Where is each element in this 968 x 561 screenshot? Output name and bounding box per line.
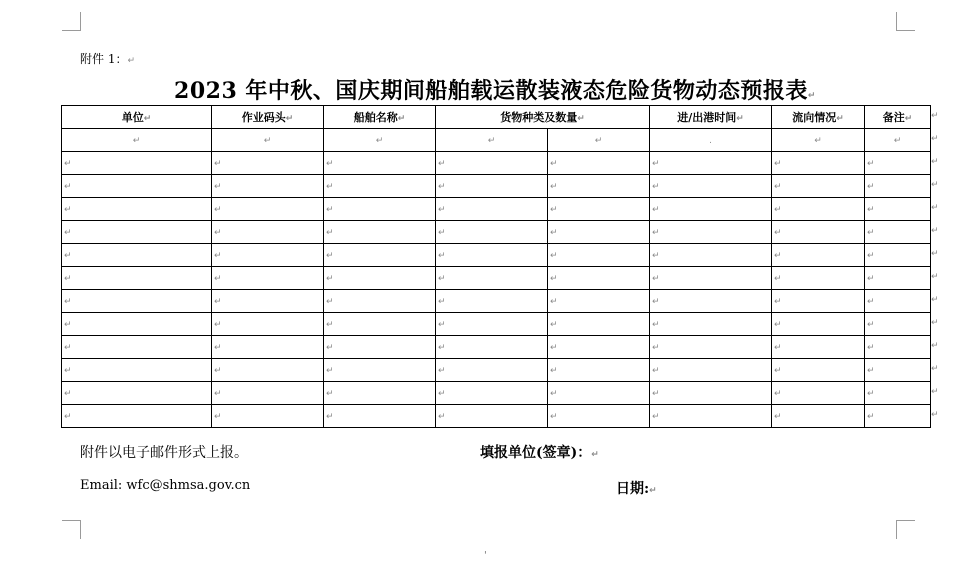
table-cell[interactable]: ↵ [772, 152, 865, 175]
table-cell[interactable]: ↵ [650, 175, 772, 198]
row-end-mark: ↵ [931, 318, 939, 328]
table-row [62, 405, 931, 428]
row-end-mark: ↵ [931, 341, 939, 351]
table-row [62, 175, 931, 198]
table-cell[interactable]: ↵ [212, 198, 324, 221]
table-header-row [62, 106, 931, 129]
table-cell[interactable]: ↵ [436, 152, 548, 175]
table-cell[interactable]: ↵ [212, 336, 324, 359]
table-cell[interactable]: ↵ [324, 244, 436, 267]
table-cell[interactable]: ↵ [436, 313, 548, 336]
table-cell[interactable]: ↵ [650, 359, 772, 382]
table-cell[interactable]: ↵ [772, 382, 865, 405]
header-cargo[interactable]: 货物种类及数量↵ [436, 106, 650, 129]
table-cell[interactable]: ↵ [650, 336, 772, 359]
footer-note-text: 附件以电子邮件形式上报。 [80, 445, 248, 461]
table-cell[interactable]: ↵ [62, 129, 212, 152]
table-row [62, 313, 931, 336]
table-cell[interactable]: ↵ [212, 290, 324, 313]
table-cell[interactable]: ↵ [650, 405, 772, 428]
table-row [62, 267, 931, 290]
paragraph-mark: ↵ [127, 56, 135, 66]
table-cell[interactable]: ↵ [212, 152, 324, 175]
header-flow[interactable]: 流向情况↵ [772, 106, 865, 129]
table-cell[interactable]: ↵ [62, 313, 212, 336]
table-cell[interactable]: ↵ [62, 221, 212, 244]
table-cell[interactable]: ↵ [212, 313, 324, 336]
table-cell[interactable]: ↵ [436, 267, 548, 290]
table-cell[interactable]: ↵ [548, 359, 650, 382]
table-cell[interactable]: ↵ [62, 336, 212, 359]
table-cell[interactable]: . [650, 129, 772, 152]
paragraph-mark: ↵ [807, 91, 816, 101]
table-cell[interactable]: ↵ [324, 359, 436, 382]
table-cell[interactable]: ↵ [436, 129, 548, 152]
table-cell[interactable]: ↵ [212, 405, 324, 428]
table-cell[interactable]: ↵ [650, 313, 772, 336]
table-cell[interactable]: ↵ [548, 175, 650, 198]
table-cell[interactable]: ↵ [324, 175, 436, 198]
header-port-time[interactable]: 进/出港时间↵ [650, 106, 772, 129]
table-cell[interactable]: ↵ [772, 221, 865, 244]
row-end-mark: ↵ [931, 295, 939, 305]
row-end-mark: ↵ [931, 364, 939, 374]
table-cell[interactable]: ↵ [772, 129, 865, 152]
table-cell[interactable]: ↵ [865, 336, 931, 359]
header-remark[interactable]: 备注↵ [865, 106, 931, 129]
table-cell[interactable]: ↵ [548, 405, 650, 428]
table-cell[interactable]: ↵ [62, 198, 212, 221]
table-cell[interactable]: ↵ [212, 359, 324, 382]
table-cell[interactable]: ↵ [436, 244, 548, 267]
footer-email[interactable] [80, 478, 250, 493]
row-end-mark: ↵ [931, 180, 939, 190]
table-cell[interactable]: ↵ [62, 267, 212, 290]
table-cell[interactable]: ↵ [772, 175, 865, 198]
table-row [62, 336, 931, 359]
row-end-mark: ↵ [931, 111, 939, 121]
footer-unit-sign-text: 填报单位(签章)： [480, 445, 592, 461]
table-cell[interactable]: ↵ [865, 175, 931, 198]
table-cell[interactable]: ↵ [62, 244, 212, 267]
table-row [62, 359, 931, 382]
table-row [62, 221, 931, 244]
table-cell[interactable]: ↵ [548, 129, 650, 152]
table-cell[interactable]: ↵ [650, 152, 772, 175]
row-end-mark: ↵ [931, 387, 939, 397]
row-end-mark: ↵ [931, 157, 939, 167]
table-cell[interactable]: ↵ [324, 405, 436, 428]
table-cell[interactable]: ↵ [650, 290, 772, 313]
table-subheader-row [62, 129, 931, 152]
table-cell[interactable]: ↵ [436, 359, 548, 382]
header-terminal[interactable]: 作业码头↵ [212, 106, 324, 129]
row-end-mark: ↵ [931, 410, 939, 420]
table-cell[interactable]: ↵ [548, 382, 650, 405]
margin-corner-bottom-right [896, 520, 915, 539]
table-cell[interactable]: ↵ [212, 175, 324, 198]
table-cell[interactable]: ↵ [772, 405, 865, 428]
table-cell[interactable]: ↵ [772, 290, 865, 313]
table-cell[interactable]: ↵ [865, 382, 931, 405]
table-cell[interactable]: ↵ [212, 129, 324, 152]
table-cell[interactable]: ↵ [324, 221, 436, 244]
page-break-mark: ' [484, 550, 487, 561]
table-cell[interactable]: ↵ [865, 267, 931, 290]
table-cell[interactable]: ↵ [772, 267, 865, 290]
table-cell[interactable]: ↵ [62, 382, 212, 405]
table-cell[interactable]: ↵ [62, 290, 212, 313]
table-cell[interactable]: ↵ [548, 244, 650, 267]
table-cell[interactable]: ↵ [650, 221, 772, 244]
table-cell[interactable]: ↵ [548, 267, 650, 290]
table-cell[interactable]: ↵ [436, 336, 548, 359]
table-cell[interactable]: ↵ [772, 244, 865, 267]
report-table[interactable] [61, 105, 931, 428]
table-cell[interactable]: ↵ [62, 152, 212, 175]
table-cell[interactable]: ↵ [650, 198, 772, 221]
header-unit[interactable]: 单位↵ [62, 106, 212, 129]
table-cell[interactable]: ↵ [212, 382, 324, 405]
footer-note[interactable] [80, 442, 248, 462]
table-cell[interactable]: ↵ [548, 221, 650, 244]
table-cell[interactable]: ↵ [865, 198, 931, 221]
page-title[interactable] [60, 74, 930, 105]
table-cell[interactable]: ↵ [436, 175, 548, 198]
table-cell[interactable]: ↵ [212, 267, 324, 290]
paragraph-mark: ↵ [591, 450, 599, 460]
page-title-text: 2023 年中秋、国庆期间船舶载运散装液态危险货物动态预报表 [174, 78, 808, 104]
table-cell[interactable]: ↵ [865, 152, 931, 175]
table-cell[interactable]: ↵ [772, 359, 865, 382]
table-cell[interactable]: ↵ [436, 198, 548, 221]
table-cell[interactable]: ↵ [865, 290, 931, 313]
table-cell[interactable]: ↵ [772, 336, 865, 359]
table-cell[interactable]: ↵ [212, 221, 324, 244]
table-cell[interactable]: ↵ [865, 244, 931, 267]
table-cell[interactable]: ↵ [548, 313, 650, 336]
table-cell[interactable]: ↵ [865, 359, 931, 382]
row-end-mark: ↵ [931, 203, 939, 213]
table-cell[interactable]: ↵ [865, 129, 931, 152]
table-cell[interactable]: ↵ [650, 382, 772, 405]
footer-email-text: Email: wfc@shmsa.gov.cn [80, 478, 251, 493]
margin-corner-bottom-left [62, 520, 81, 539]
row-end-marks [931, 105, 945, 427]
table-row [62, 382, 931, 405]
table-cell[interactable]: ↵ [650, 244, 772, 267]
paragraph-mark: ↵ [649, 486, 657, 496]
row-end-mark: ↵ [931, 272, 939, 282]
margin-corner-top-left [62, 12, 81, 31]
table-row [62, 244, 931, 267]
table-cell[interactable]: ↵ [212, 244, 324, 267]
table-row [62, 152, 931, 175]
table-cell[interactable]: ↵ [548, 198, 650, 221]
table-row [62, 290, 931, 313]
footer-date-text: 日期: [616, 481, 650, 497]
table-cell[interactable]: ↵ [650, 267, 772, 290]
row-end-mark: ↵ [931, 249, 939, 259]
footer-unit-sign[interactable] [480, 442, 599, 462]
table-cell[interactable]: ↵ [548, 336, 650, 359]
attachment-label[interactable] [80, 50, 135, 67]
table-cell[interactable]: ↵ [865, 405, 931, 428]
margin-corner-top-right [896, 12, 915, 31]
table-cell[interactable]: ↵ [436, 221, 548, 244]
table-cell[interactable]: ↵ [324, 290, 436, 313]
table-row [62, 198, 931, 221]
table-cell[interactable]: ↵ [324, 313, 436, 336]
attachment-label-text: 附件 1： [80, 52, 128, 66]
table-cell[interactable]: ↵ [324, 198, 436, 221]
header-ship-name[interactable]: 船舶名称↵ [324, 106, 436, 129]
table-cell[interactable]: ↵ [548, 152, 650, 175]
table-cell[interactable]: ↵ [772, 313, 865, 336]
row-end-mark: ↵ [931, 226, 939, 236]
table-cell[interactable]: ↵ [62, 175, 212, 198]
row-end-mark: ↵ [931, 134, 939, 144]
table-cell[interactable]: ↵ [324, 382, 436, 405]
table-cell[interactable]: ↵ [548, 290, 650, 313]
footer-date[interactable] [616, 478, 657, 498]
table-cell[interactable]: ↵ [436, 290, 548, 313]
table-cell[interactable]: ↵ [865, 221, 931, 244]
table-cell[interactable]: ↵ [324, 336, 436, 359]
table-cell[interactable]: ↵ [865, 313, 931, 336]
table-cell[interactable]: ↵ [324, 267, 436, 290]
table-cell[interactable]: ↵ [324, 152, 436, 175]
table-cell[interactable]: ↵ [436, 382, 548, 405]
table-cell[interactable]: ↵ [324, 129, 436, 152]
table-cell[interactable]: ↵ [772, 198, 865, 221]
table-cell[interactable]: ↵ [62, 405, 212, 428]
table-cell[interactable]: ↵ [436, 405, 548, 428]
table-cell[interactable]: ↵ [62, 359, 212, 382]
